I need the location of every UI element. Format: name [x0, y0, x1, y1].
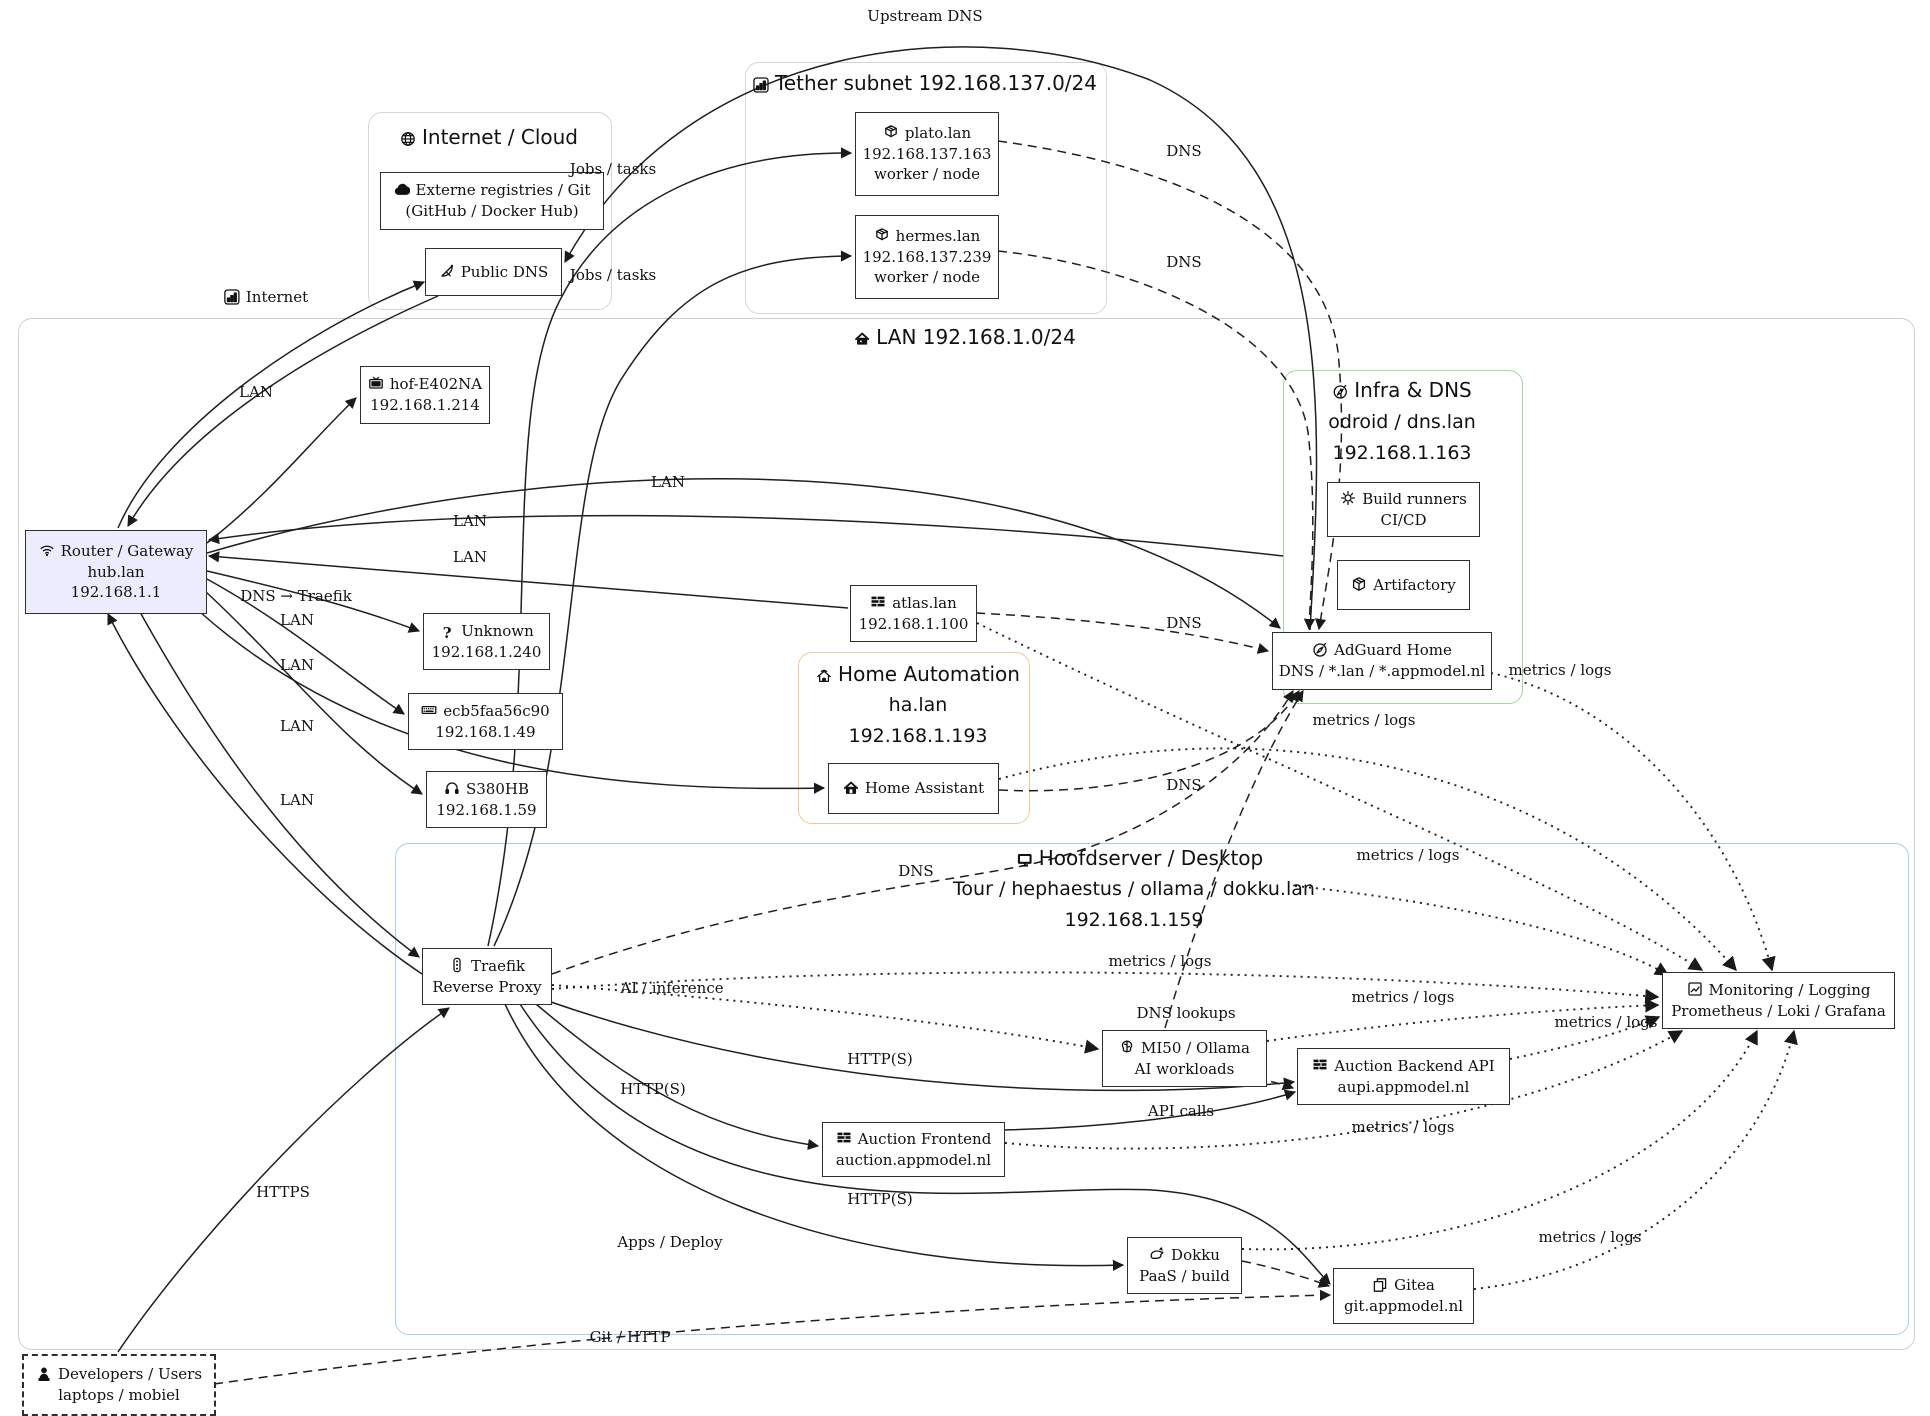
- edge-label-lan-3: LAN: [453, 512, 487, 530]
- group-subtitle-hoofdserver: Tour / hephaestus / ollama / dokku.lan: [953, 878, 1315, 900]
- bricks-icon: [836, 1130, 852, 1146]
- node-atlas: atlas.lan 192.168.1.100: [850, 585, 977, 642]
- edge-traefik-hermes: [494, 256, 851, 946]
- group-ip-home-automation: 192.168.1.193: [848, 725, 988, 747]
- group-ip-infra: 192.168.1.163: [1332, 442, 1472, 464]
- edge-label-lan-4: LAN: [453, 548, 487, 566]
- node-externe-registries: Externe registries / Git (GitHub / Docker Hub): [380, 172, 604, 230]
- wifi-icon: [39, 542, 55, 558]
- edge-label-upstream-dns: Upstream DNS: [867, 7, 983, 25]
- edge-label-https-frontend: HTTP(S): [620, 1080, 686, 1098]
- package-icon: [1351, 576, 1367, 592]
- edge-traefik-router: [108, 614, 422, 974]
- edge-traefik-dokku: [505, 1004, 1123, 1266]
- edge-label-dns-home-assistant: DNS: [1166, 776, 1202, 794]
- edge-hermes-adguard-dns: [998, 251, 1313, 629]
- node-auction-frontend: Auction Frontend auction.appmodel.nl: [822, 1122, 1005, 1177]
- bricks-icon: [1312, 1057, 1328, 1073]
- node-monitoring: Monitoring / Logging Prometheus / Loki / Grafana: [1662, 972, 1895, 1029]
- desktop-icon: [1017, 852, 1033, 868]
- node-hermes: hermes.lan 192.168.137.239 worker / node: [855, 215, 999, 299]
- person-laptop-icon: [36, 1366, 52, 1382]
- edge-label-metrics-1: metrics / logs: [1508, 661, 1612, 679]
- node-artifactory: Artifactory: [1337, 560, 1470, 610]
- keyboard-icon: [421, 702, 437, 718]
- edge-label-https-users: HTTPS: [256, 1183, 310, 1201]
- node-adguard: AdGuard Home DNS / *.lan / *.appmodel.nl: [1272, 632, 1492, 690]
- edge-label-apps-deploy: Apps / Deploy: [617, 1233, 723, 1251]
- edge-label-metrics-2: metrics / logs: [1312, 711, 1416, 729]
- node-auction-backend: Auction Backend API aupi.appmodel.nl: [1297, 1048, 1510, 1105]
- edge-label-dns-plato: DNS: [1166, 142, 1202, 160]
- node-public-dns: Public DNS: [425, 248, 562, 296]
- cube-icon: [874, 227, 890, 243]
- group-subtitle-home-automation: ha.lan: [888, 694, 948, 716]
- copy-icon: [1372, 1277, 1388, 1293]
- satellite-dish-icon: [439, 263, 455, 279]
- edge-label-metrics-3: metrics / logs: [1356, 846, 1460, 864]
- group-title-tether: Tether subnet 192.168.137.0/24: [753, 71, 1097, 95]
- node-plato: plato.lan 192.168.137.163 worker / node: [855, 112, 999, 196]
- group-title-lan: LAN 192.168.1.0/24: [854, 325, 1076, 349]
- edge-label-internet: Internet: [224, 288, 308, 306]
- globe-icon: [400, 131, 416, 147]
- edge-homeassistant-adguard-dns: [999, 691, 1299, 791]
- edge-developers-traefik: [118, 1008, 449, 1352]
- group-title-hoofdserver: Hoofdserver / Desktop: [1017, 846, 1264, 870]
- node-ecb: ecb5faa56c90 192.168.1.49: [408, 693, 563, 750]
- house-wifi-icon: [816, 668, 832, 684]
- node-traefik: Traefik Reverse Proxy: [422, 948, 552, 1005]
- whale-icon: [1149, 1246, 1165, 1262]
- edge-atlas-adguard-dns: [976, 613, 1268, 651]
- edge-label-lan-6: LAN: [280, 656, 314, 674]
- edge-label-ai-inference: AI / inference: [620, 979, 724, 997]
- cloud-icon: [394, 182, 410, 198]
- node-router: Router / Gateway hub.lan 192.168.1.1: [25, 530, 207, 614]
- node-build-runners: Build runners CI/CD: [1327, 482, 1480, 537]
- edge-label-dns-hermes: DNS: [1166, 253, 1202, 271]
- bricks-icon: [870, 594, 886, 610]
- edge-label-metrics-5: metrics / logs: [1351, 988, 1455, 1006]
- traffic-light-icon: [449, 957, 465, 973]
- edge-label-jobs-tasks-2: Jobs / tasks: [569, 266, 657, 284]
- node-developers: Developers / Users laptops / mobiel: [22, 1354, 216, 1416]
- edge-label-metrics-6: metrics / logs: [1554, 1013, 1658, 1031]
- edge-infra-router-lan: [209, 516, 1283, 556]
- edge-label-dns-traefik: DNS: [898, 862, 934, 880]
- group-title-internet-cloud: Internet / Cloud: [400, 125, 578, 149]
- group-ip-hoofdserver: 192.168.1.159: [1064, 909, 1204, 931]
- edge-label-lan-8: LAN: [280, 791, 314, 809]
- edge-label-jobs-tasks-1: Jobs / tasks: [569, 160, 657, 178]
- question-icon: ?: [442, 624, 452, 643]
- node-mi50: MI50 / Ollama AI workloads: [1102, 1030, 1267, 1087]
- edge-adguard-monitoring: [1491, 673, 1772, 970]
- edge-label-api-calls: API calls: [1147, 1102, 1215, 1120]
- gear-icon: [1340, 490, 1356, 506]
- edge-label-metrics-8: metrics / logs: [1538, 1228, 1642, 1246]
- edge-gitea-monitoring: [1474, 1031, 1794, 1289]
- node-unknown: ? Unknown 192.168.1.240: [423, 613, 550, 670]
- cube-icon: [883, 124, 899, 140]
- node-hof: hof-E402NA 192.168.1.214: [360, 366, 490, 424]
- house-icon: [854, 331, 870, 347]
- edge-label-lan-5: LAN: [280, 611, 314, 629]
- group-title-home-automation: Home Automation: [816, 662, 1020, 686]
- edge-label-dns-to-traefik: DNS → Traefik: [240, 587, 352, 605]
- edge-hoofdserver-monitoring: [1295, 886, 1668, 975]
- tv-icon: [368, 376, 384, 392]
- edge-label-metrics-4: metrics / logs: [1108, 952, 1212, 970]
- brain-icon: [1119, 1039, 1135, 1055]
- edge-dokku-gitea: [1242, 1261, 1329, 1286]
- edge-label-lan-2: LAN: [651, 473, 685, 491]
- edge-label-dns-lookups: DNS lookups: [1136, 1004, 1236, 1022]
- group-subtitle-infra: odroid / dns.lan: [1328, 411, 1476, 433]
- node-home-assistant: Home Assistant: [828, 763, 999, 814]
- signal-bars-icon: [224, 289, 240, 305]
- edge-label-lan-7: LAN: [280, 717, 314, 735]
- edge-label-dns-atlas: DNS: [1166, 614, 1202, 632]
- house-door-icon: [843, 780, 859, 796]
- edge-developers-gitea: [214, 1295, 1330, 1384]
- edge-label-https-backend: HTTP(S): [847, 1050, 913, 1068]
- signal-bars-icon: [753, 77, 769, 93]
- edge-router-adguard-lan: [207, 479, 1280, 628]
- edge-label-https-gitea: HTTP(S): [847, 1190, 913, 1208]
- node-gitea: Gitea git.appmodel.nl: [1333, 1268, 1474, 1324]
- edge-label-metrics-7: metrics / logs: [1351, 1118, 1455, 1136]
- node-dokku: Dokku PaaS / build: [1127, 1237, 1242, 1294]
- headphones-icon: [444, 780, 460, 796]
- edge-label-git-http: Git / HTTP: [589, 1328, 671, 1346]
- edge-label-lan-1: LAN: [239, 383, 273, 401]
- compass-icon: [1312, 642, 1328, 658]
- group-title-infra: Infra & DNS: [1332, 378, 1471, 402]
- compass-icon: [1332, 384, 1348, 400]
- chart-icon: [1687, 981, 1703, 997]
- node-s380hb: S380HB 192.168.1.59: [426, 771, 547, 828]
